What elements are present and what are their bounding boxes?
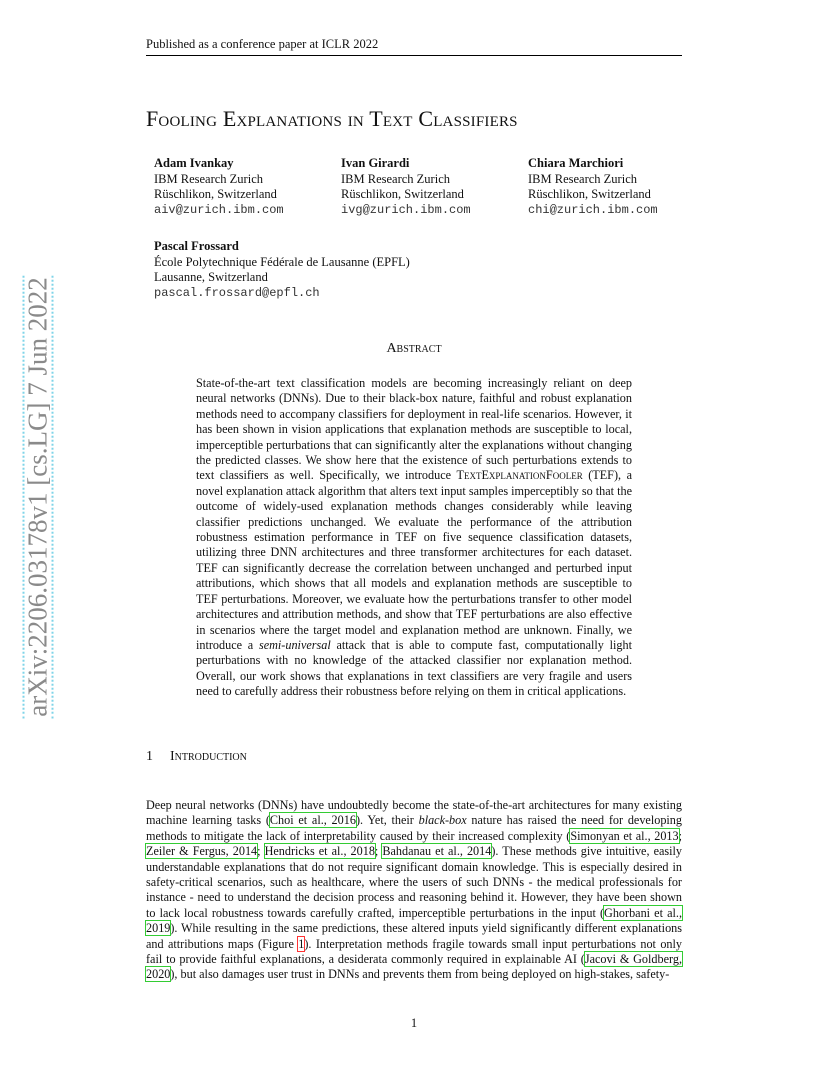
author-email[interactable]: pascal.frossard@epfl.ch bbox=[154, 285, 320, 300]
author-name: Pascal Frossard bbox=[154, 239, 239, 253]
section-title: Introduction bbox=[170, 749, 247, 764]
citation-link[interactable]: Choi et al., 2016 bbox=[269, 813, 356, 828]
author-block bbox=[341, 156, 471, 218]
citation-link[interactable]: Jacovi & Goldberg, 2020 bbox=[146, 952, 682, 982]
running-header: Published as a conference paper at ICLR 2022 bbox=[146, 36, 682, 56]
author-email[interactable]: ivg@zurich.ibm.com bbox=[341, 202, 471, 217]
abstract-text bbox=[196, 376, 632, 700]
intro-text: ; bbox=[374, 844, 383, 859]
citation-link[interactable]: Simonyan et al., 2013 bbox=[570, 828, 679, 843]
emphasis-black-box: black-box bbox=[418, 813, 467, 828]
page-number: 1 bbox=[410, 1016, 418, 1030]
emphasis-semi-universal: semi-universal bbox=[258, 637, 331, 652]
author-name: Chiara Marchiori bbox=[528, 156, 624, 170]
author-affiliation: École Polytechnique Fédérale de Lausanne (EPFL) bbox=[154, 254, 410, 269]
citation-link[interactable]: Zeiler & Fergus, 2014 bbox=[146, 844, 258, 859]
author-location: Rüschlikon, Switzerland bbox=[528, 187, 651, 201]
section-heading-introduction bbox=[146, 748, 247, 766]
author-name: Ivan Girardi bbox=[341, 156, 410, 170]
abstract-text-part: (TEF), a novel explanation attack algorithm that alters text input samples imperceptibly so that the outcome of widely-used explanation methods changes considerably while leaving classifier predictions unchanged. We evaluate the performance of the attribution robustness estimation performance in TEF on five sequence classification datasets, utilizing three DNN architectures and three transformer architectures for each dataset. TEF can significantly decrease the correlation between unchanged and perturbed input attributions, which shows that all models and explanation methods are susceptible to TEF perturbations. Moreover, we evaluate how the perturbations transfer to other model architectures and attribution methods, and show that TEF perturbations are also effective in scenarios where the target model and explanation method are unknown. Finally, we introduce a bbox=[196, 468, 632, 652]
intro-text: ; bbox=[678, 828, 683, 843]
intro-text: ), but also damages user trust in DNNs and prevents them from being deployed on high-stakes, safety- bbox=[170, 967, 670, 982]
figure-reference-link[interactable]: 1 bbox=[298, 936, 305, 951]
intro-text: ). While resulting in the same predictions, these altered inputs yield significantly different explanations and attributions maps (Figure bbox=[146, 921, 682, 951]
citation-link[interactable]: Ghorbani et al., 2019 bbox=[146, 905, 682, 936]
author-affiliation: IBM Research Zurich bbox=[528, 171, 637, 186]
author-name: Adam Ivankay bbox=[154, 156, 234, 170]
intro-text: ; bbox=[257, 844, 265, 859]
intro-text: nature has raised the need for developing methods to mitigate the lack of interpretability caused by their increased complexity ( bbox=[146, 813, 682, 843]
intro-text: Deep neural networks (DNNs) have undoubtedly become the state-of-the-art architectures for many existing machine learning tasks ( bbox=[146, 798, 682, 828]
author-email[interactable]: chi@zurich.ibm.com bbox=[528, 202, 658, 217]
section-number: 1 bbox=[146, 749, 153, 764]
author-location: Rüschlikon, Switzerland bbox=[341, 187, 464, 201]
abstract-heading: Abstract bbox=[386, 341, 442, 356]
author-location: Rüschlikon, Switzerland bbox=[154, 187, 277, 201]
arxiv-stamp-text[interactable]: arXiv:2206.03178v1 [cs.LG] 7 Jun 2022 bbox=[22, 277, 53, 717]
intro-text: ). These methods give intuitive, easily understandable explanations that do not require significant domain knowledge. This is especially desired in safety-critical scenarios, such as healthcare, where the users of such DNNs - the medical professionals for instance - need to understand the decision process and reasoning behind it. However, they have been shown to lack local robustness towards carefully crafted, imperceptible perturbations in the input ( bbox=[146, 844, 682, 920]
method-name: TextExplanationFooler bbox=[456, 468, 583, 483]
intro-text: ). Yet, their bbox=[355, 813, 419, 828]
arxiv-stamp[interactable] bbox=[22, 262, 53, 732]
citation-link[interactable]: Hendricks et al., 2018 bbox=[264, 844, 375, 859]
author-block bbox=[154, 156, 284, 218]
author-location: Lausanne, Switzerland bbox=[154, 270, 268, 284]
introduction-paragraph bbox=[146, 798, 682, 983]
author-block bbox=[154, 239, 410, 301]
author-affiliation: IBM Research Zurich bbox=[341, 171, 450, 186]
author-affiliation: IBM Research Zurich bbox=[154, 171, 263, 186]
citation-link[interactable]: Bahdanau et al., 2014 bbox=[382, 844, 492, 859]
intro-text: ). Interpretation methods fragile towards small input perturbations not only fail to provide faithful explanations, a desiderata commonly required in explainable AI ( bbox=[146, 936, 682, 967]
author-block bbox=[528, 156, 658, 218]
abstract-text-part: attack that is able to compute fast, computationally light perturbations with no knowledge of the attacked classifier nor explanation method. Overall, our work shows that explanations in text classifiers are very fragile and users need to carefully address their robustness before relying on them in critical applications. bbox=[196, 637, 633, 699]
abstract-text-part: State-of-the-art text classification models are becoming increasingly reliant on deep neural networks (DNNs). Due to their black-box nature, faithful and robust explanation methods need to accompany classifiers for deployment in real-life scenarios. However, it has been shown in vision applications that explanation methods are susceptible to local, imperceptible perturbations that can significantly alter the explanations without changing the predicted classes. We show here that the existence of such perturbations extends to text classifiers as well. Specifically, we introduce bbox=[196, 376, 632, 483]
author-email[interactable]: aiv@zurich.ibm.com bbox=[154, 202, 284, 217]
paper-title: Fooling Explanations in Text Classifiers bbox=[146, 106, 518, 131]
